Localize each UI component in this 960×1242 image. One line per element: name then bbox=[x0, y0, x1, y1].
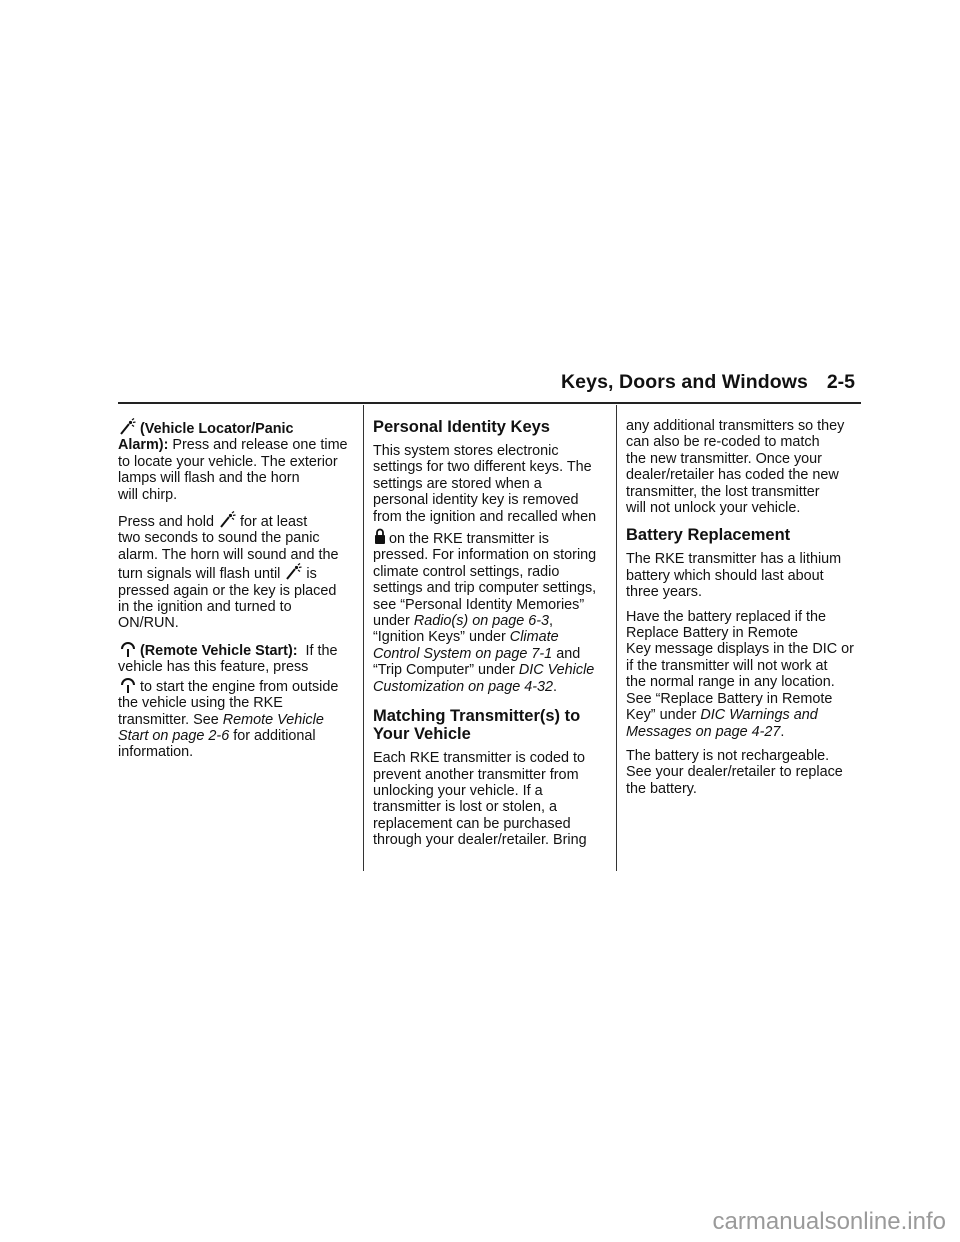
cross-reference-link[interactable]: Start on page 2-6 bbox=[118, 727, 230, 744]
cross-reference-link[interactable]: Climate bbox=[509, 629, 559, 646]
battery-paragraph-2: Have the battery replaced if the Replace Battery in Remote Key message displays in the DIC or if the transmitter will not work at the normal range in any location. See “Replace Battery in Remote Key” under DIC Warnings and Messages on page 4-27. bbox=[626, 608, 854, 740]
header-rule bbox=[118, 402, 861, 404]
cross-reference-link[interactable]: Customization on page 4-32 bbox=[373, 678, 553, 695]
personal-identity-keys-paragraph: This system stores electronic settings for two different keys. The settings are stored when a personal identity key is removed from the ignition and recalled when on the RKE transmitter is pressed. For information on storing climate control settings, radio settings and trip computer settings, see “Personal Identity Memories” under Radio(s) on page 6-3, “Ignition Keys” under Climate Control System on page 7-1 and “Trip Computer” under DIC Vehicle Customization on page 4-32. bbox=[373, 443, 597, 695]
cross-reference-link[interactable]: Radio(s) on page 6-3 bbox=[413, 613, 550, 630]
page-number: 2-5 bbox=[826, 371, 855, 393]
battery-paragraph-1: The RKE transmitter has a lithium battery which should last about three years. bbox=[626, 551, 842, 601]
remote-start-icon bbox=[118, 640, 138, 658]
column-2 bbox=[373, 418, 613, 857]
cross-reference-link[interactable]: Control System on page 7-1 bbox=[373, 645, 553, 662]
column-3 bbox=[626, 418, 866, 805]
remote-start-icon bbox=[118, 676, 138, 694]
personal-identity-keys-heading: Personal Identity Keys bbox=[373, 418, 550, 436]
personal-identity-key-icon bbox=[373, 528, 387, 546]
column-divider bbox=[616, 405, 617, 871]
column-divider bbox=[363, 405, 364, 871]
panic-alarm-paragraph: Press and hold for at least two seconds to sound the panic alarm. The horn will sound and the turn signals will flash until is pressed again or the key is placed in the ignition and turned to ON/RUN. bbox=[118, 511, 358, 632]
cross-reference-link[interactable]: Remote Vehicle bbox=[222, 711, 324, 728]
page-header bbox=[0, 371, 960, 401]
cross-reference-link[interactable]: DIC Vehicle bbox=[518, 662, 595, 679]
matching-transmitters-paragraph: Each RKE transmitter is coded to prevent another transmitter from unlocking your vehicle. If a transmitter is lost or stolen, a replacement can be purchased through your dealer/retailer. Bring bbox=[373, 750, 587, 849]
watermark: carmanualsonline.info bbox=[712, 1208, 946, 1235]
matching-continued-paragraph: any additional transmitters so they can also be re-coded to match the new transmitter. Once your dealer/retailer has coded the new transmitter, the lost transmitter will not unlock your vehicle. bbox=[626, 418, 845, 517]
remote-start-paragraph: (Remote Vehicle Start): If the vehicle has this feature, press to start the engine from outside the vehicle using the RKE transmitter. See Remote Vehicle Start on page 2-6 for additional information. bbox=[118, 640, 358, 761]
column-1 bbox=[118, 418, 358, 769]
battery-paragraph-3: The battery is not rechargeable. See your dealer/retailer to replace the battery. bbox=[626, 747, 843, 797]
cross-reference-link[interactable]: Messages on page 4-27 bbox=[626, 723, 781, 740]
vehicle-locator-panic-icon bbox=[118, 418, 138, 436]
section-title: Keys, Doors and Windows bbox=[561, 371, 808, 393]
vehicle-locator-panic-icon bbox=[284, 563, 304, 581]
battery-replacement-heading: Battery Replacement bbox=[626, 526, 791, 545]
matching-transmitters-heading: Matching Transmitter(s) to Your Vehicle bbox=[373, 707, 581, 744]
vehicle-locator-panic-icon bbox=[218, 511, 238, 529]
cross-reference-link[interactable]: DIC Warnings and bbox=[700, 707, 818, 724]
vehicle-locator-paragraph: (Vehicle Locator/Panic Alarm): Press and release one time to locate your vehicle. The exterior lamps will flash and the horn will chirp. bbox=[118, 418, 358, 503]
